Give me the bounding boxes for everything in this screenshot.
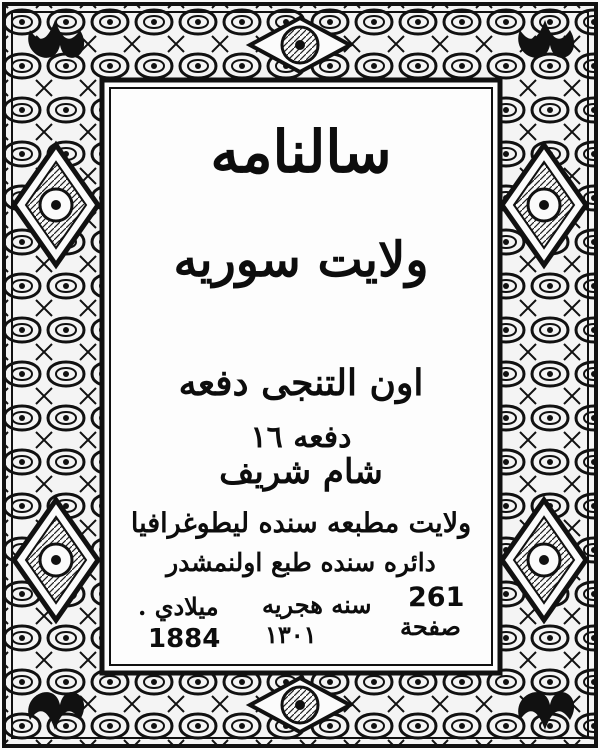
page-count-label: صفحة <box>400 612 461 641</box>
printer-line-2: دائره سنده طبع اولنمشدر <box>166 548 436 577</box>
gregorian-label: ميلادي . <box>138 592 219 621</box>
hijri-label: سنه هجريه <box>262 590 372 619</box>
almanac-title: سالنامه <box>210 118 392 186</box>
page-count: 261 <box>408 582 465 613</box>
city-name: شام شريف <box>219 452 383 492</box>
edition-number: دفعه ١٦ <box>250 420 352 455</box>
hijri-year: ١٣٠١ <box>265 620 317 649</box>
printer-line-1: ولايت مطبعه سنده ليطوغرافيا <box>130 508 472 539</box>
gregorian-year: 1884 <box>148 624 221 654</box>
edition-line: اون التنجى دفعه <box>178 362 424 404</box>
province-subtitle: ولايت سوريه <box>173 232 429 288</box>
